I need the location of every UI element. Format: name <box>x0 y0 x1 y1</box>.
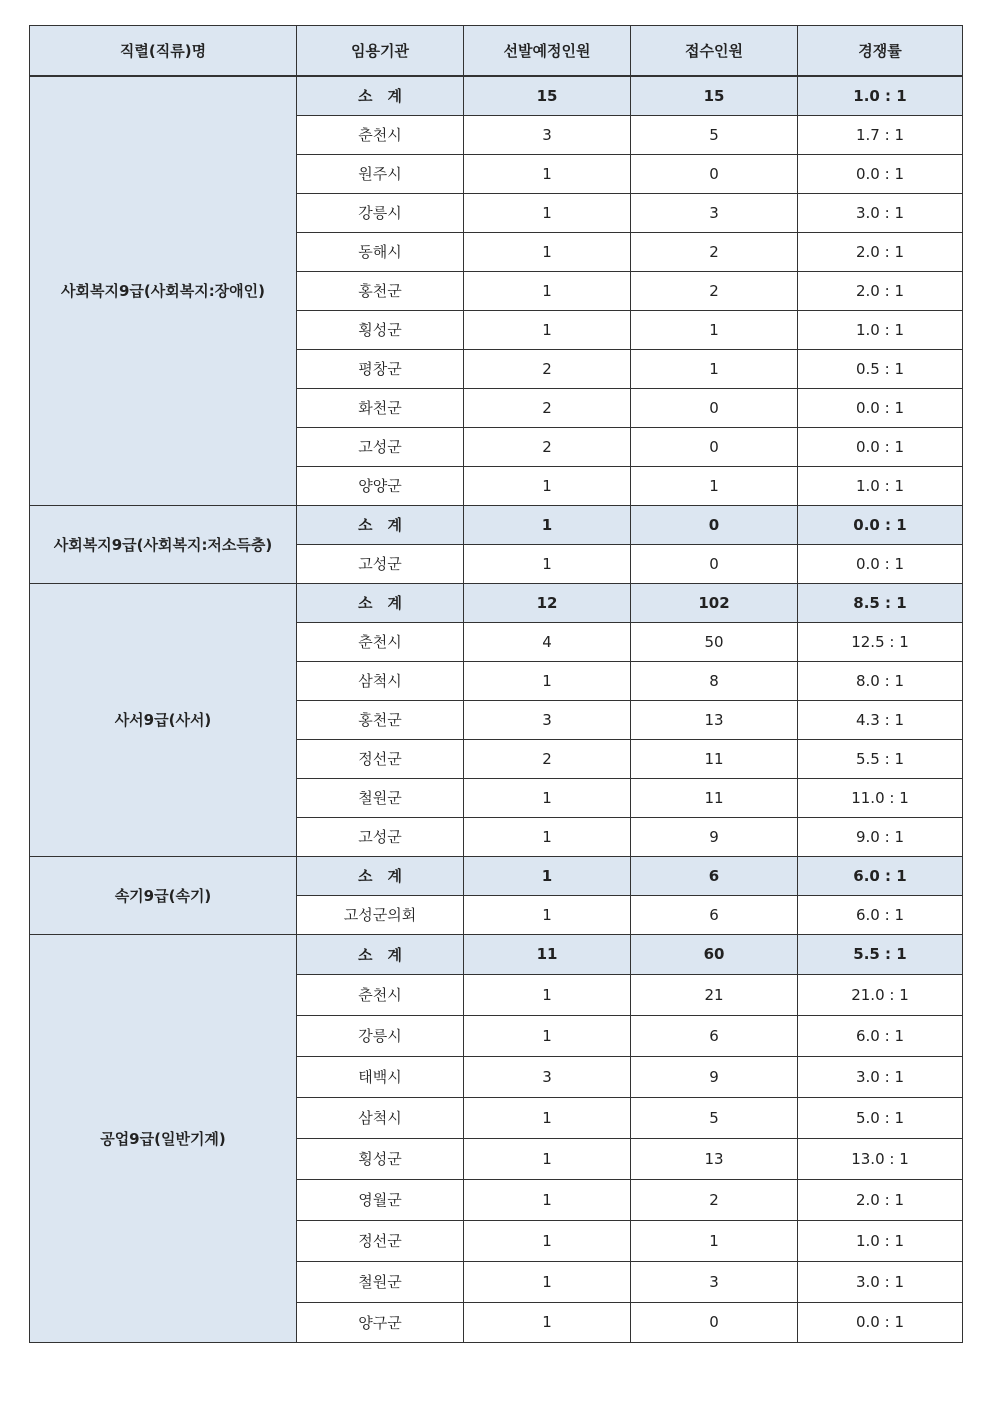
planned-cell: 1 <box>464 1220 631 1261</box>
ratio-cell: 0.0 : 1 <box>798 427 963 466</box>
planned-cell: 1 <box>464 1179 631 1220</box>
planned-cell: 1 <box>464 271 631 310</box>
agency-cell: 홍천군 <box>297 271 464 310</box>
agency-cell: 소 계 <box>297 583 464 622</box>
received-cell: 5 <box>631 1097 798 1138</box>
ratio-cell: 12.5 : 1 <box>798 622 963 661</box>
received-cell: 1 <box>631 1220 798 1261</box>
agency-cell: 소 계 <box>297 76 464 115</box>
agency-cell: 횡성군 <box>297 1138 464 1179</box>
planned-cell: 15 <box>464 76 631 115</box>
received-cell: 6 <box>631 856 798 895</box>
planned-cell: 1 <box>464 1015 631 1056</box>
planned-cell: 11 <box>464 934 631 974</box>
header-planned: 선발예정인원 <box>464 26 631 77</box>
subtotal-row <box>30 583 963 622</box>
agency-cell: 평창군 <box>297 349 464 388</box>
received-cell: 1 <box>631 310 798 349</box>
ratio-cell: 5.0 : 1 <box>798 1097 963 1138</box>
received-cell: 21 <box>631 974 798 1015</box>
ratio-cell: 0.0 : 1 <box>798 544 963 583</box>
planned-cell: 1 <box>464 817 631 856</box>
agency-cell: 강릉시 <box>297 193 464 232</box>
ratio-cell: 1.0 : 1 <box>798 1220 963 1261</box>
agency-cell: 횡성군 <box>297 310 464 349</box>
table-body <box>30 76 963 1342</box>
ratio-cell: 6.0 : 1 <box>798 895 963 934</box>
agency-cell: 정선군 <box>297 739 464 778</box>
received-cell: 5 <box>631 115 798 154</box>
planned-cell: 1 <box>464 1261 631 1302</box>
received-cell: 13 <box>631 700 798 739</box>
agency-cell: 고성군 <box>297 544 464 583</box>
planned-cell: 3 <box>464 115 631 154</box>
ratio-cell: 13.0 : 1 <box>798 1138 963 1179</box>
ratio-cell: 0.0 : 1 <box>798 388 963 427</box>
ratio-cell: 3.0 : 1 <box>798 1056 963 1097</box>
received-cell: 60 <box>631 934 798 974</box>
header-ratio: 경쟁률 <box>798 26 963 77</box>
subtotal-row <box>30 934 963 974</box>
planned-cell: 1 <box>464 505 631 544</box>
planned-cell: 2 <box>464 427 631 466</box>
planned-cell: 1 <box>464 778 631 817</box>
table-header-row <box>30 26 963 77</box>
subtotal-row <box>30 76 963 115</box>
job-series-cell: 사회복지9급(사회복지:장애인) <box>30 76 297 505</box>
planned-cell: 1 <box>464 1138 631 1179</box>
job-series-cell: 사서9급(사서) <box>30 583 297 856</box>
ratio-cell: 3.0 : 1 <box>798 193 963 232</box>
agency-cell: 양양군 <box>297 466 464 505</box>
ratio-cell: 0.5 : 1 <box>798 349 963 388</box>
agency-cell: 고성군의회 <box>297 895 464 934</box>
planned-cell: 1 <box>464 466 631 505</box>
received-cell: 11 <box>631 739 798 778</box>
agency-cell: 고성군 <box>297 427 464 466</box>
received-cell: 2 <box>631 1179 798 1220</box>
planned-cell: 1 <box>464 232 631 271</box>
header-job-series: 직렬(직류)명 <box>30 26 297 77</box>
received-cell: 0 <box>631 544 798 583</box>
received-cell: 102 <box>631 583 798 622</box>
agency-cell: 삼척시 <box>297 1097 464 1138</box>
agency-cell: 춘천시 <box>297 115 464 154</box>
competition-ratio-table <box>29 25 963 1343</box>
planned-cell: 12 <box>464 583 631 622</box>
planned-cell: 1 <box>464 1302 631 1342</box>
agency-cell: 고성군 <box>297 817 464 856</box>
received-cell: 0 <box>631 427 798 466</box>
ratio-cell: 1.0 : 1 <box>798 76 963 115</box>
agency-cell: 영월군 <box>297 1179 464 1220</box>
planned-cell: 1 <box>464 193 631 232</box>
agency-cell: 강릉시 <box>297 1015 464 1056</box>
subtotal-row <box>30 505 963 544</box>
ratio-cell: 4.3 : 1 <box>798 700 963 739</box>
agency-cell: 화천군 <box>297 388 464 427</box>
received-cell: 1 <box>631 466 798 505</box>
ratio-cell: 3.0 : 1 <box>798 1261 963 1302</box>
planned-cell: 1 <box>464 895 631 934</box>
agency-cell: 양구군 <box>297 1302 464 1342</box>
received-cell: 8 <box>631 661 798 700</box>
received-cell: 0 <box>631 505 798 544</box>
received-cell: 9 <box>631 1056 798 1097</box>
received-cell: 9 <box>631 817 798 856</box>
received-cell: 11 <box>631 778 798 817</box>
received-cell: 13 <box>631 1138 798 1179</box>
planned-cell: 1 <box>464 856 631 895</box>
planned-cell: 1 <box>464 544 631 583</box>
job-series-cell: 속기9급(속기) <box>30 856 297 934</box>
planned-cell: 1 <box>464 310 631 349</box>
planned-cell: 4 <box>464 622 631 661</box>
ratio-cell: 0.0 : 1 <box>798 154 963 193</box>
header-agency: 임용기관 <box>297 26 464 77</box>
received-cell: 0 <box>631 1302 798 1342</box>
agency-cell: 홍천군 <box>297 700 464 739</box>
planned-cell: 1 <box>464 661 631 700</box>
planned-cell: 1 <box>464 974 631 1015</box>
ratio-cell: 6.0 : 1 <box>798 856 963 895</box>
ratio-cell: 6.0 : 1 <box>798 1015 963 1056</box>
received-cell: 6 <box>631 1015 798 1056</box>
agency-cell: 소 계 <box>297 856 464 895</box>
ratio-cell: 1.7 : 1 <box>798 115 963 154</box>
ratio-cell: 2.0 : 1 <box>798 1179 963 1220</box>
planned-cell: 3 <box>464 700 631 739</box>
received-cell: 3 <box>631 193 798 232</box>
planned-cell: 1 <box>464 154 631 193</box>
agency-cell: 정선군 <box>297 1220 464 1261</box>
ratio-cell: 8.5 : 1 <box>798 583 963 622</box>
job-series-cell: 공업9급(일반기계) <box>30 934 297 1342</box>
agency-cell: 소 계 <box>297 505 464 544</box>
agency-cell: 춘천시 <box>297 622 464 661</box>
planned-cell: 2 <box>464 349 631 388</box>
agency-cell: 삼척시 <box>297 661 464 700</box>
job-series-cell: 사회복지9급(사회복지:저소득층) <box>30 505 297 583</box>
agency-cell: 원주시 <box>297 154 464 193</box>
ratio-cell: 11.0 : 1 <box>798 778 963 817</box>
agency-cell: 소 계 <box>297 934 464 974</box>
received-cell: 6 <box>631 895 798 934</box>
ratio-cell: 1.0 : 1 <box>798 310 963 349</box>
received-cell: 1 <box>631 349 798 388</box>
agency-cell: 철원군 <box>297 778 464 817</box>
planned-cell: 2 <box>464 739 631 778</box>
ratio-cell: 9.0 : 1 <box>798 817 963 856</box>
ratio-cell: 8.0 : 1 <box>798 661 963 700</box>
received-cell: 15 <box>631 76 798 115</box>
ratio-cell: 5.5 : 1 <box>798 934 963 974</box>
agency-cell: 동해시 <box>297 232 464 271</box>
planned-cell: 2 <box>464 388 631 427</box>
ratio-cell: 2.0 : 1 <box>798 271 963 310</box>
ratio-cell: 5.5 : 1 <box>798 739 963 778</box>
ratio-cell: 1.0 : 1 <box>798 466 963 505</box>
subtotal-row <box>30 856 963 895</box>
agency-cell: 춘천시 <box>297 974 464 1015</box>
agency-cell: 철원군 <box>297 1261 464 1302</box>
header-received: 접수인원 <box>631 26 798 77</box>
agency-cell: 태백시 <box>297 1056 464 1097</box>
received-cell: 0 <box>631 154 798 193</box>
ratio-cell: 0.0 : 1 <box>798 1302 963 1342</box>
received-cell: 0 <box>631 388 798 427</box>
ratio-cell: 2.0 : 1 <box>798 232 963 271</box>
received-cell: 3 <box>631 1261 798 1302</box>
received-cell: 2 <box>631 232 798 271</box>
received-cell: 2 <box>631 271 798 310</box>
ratio-cell: 0.0 : 1 <box>798 505 963 544</box>
planned-cell: 3 <box>464 1056 631 1097</box>
ratio-cell: 21.0 : 1 <box>798 974 963 1015</box>
planned-cell: 1 <box>464 1097 631 1138</box>
received-cell: 50 <box>631 622 798 661</box>
